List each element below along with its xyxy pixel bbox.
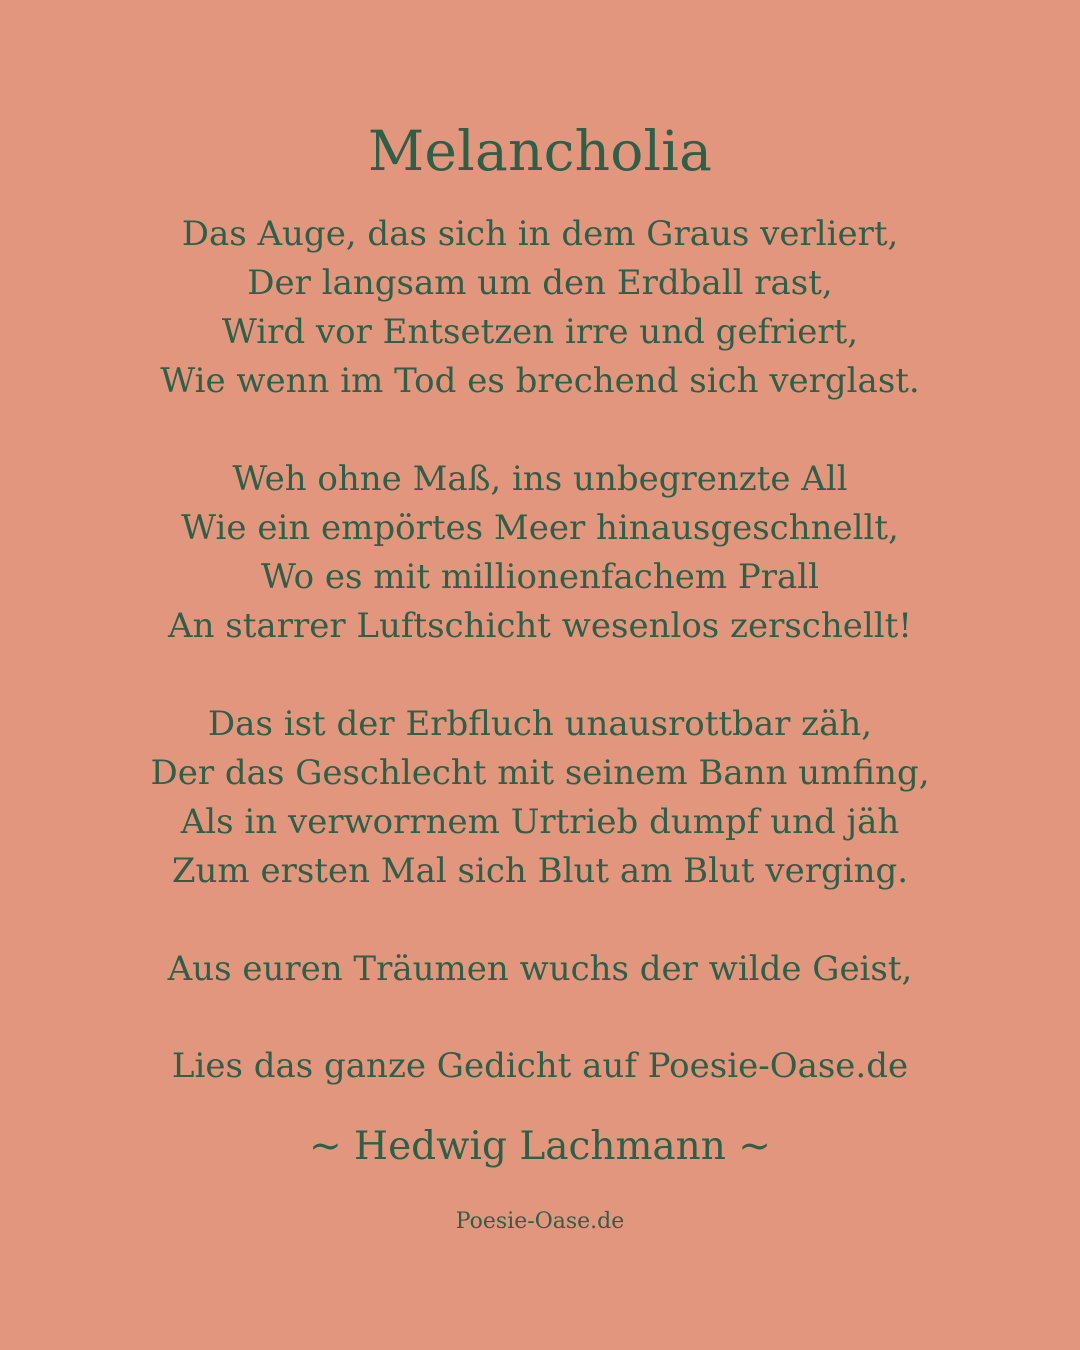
poem-line: Der langsam um den Erdball rast, <box>247 263 833 303</box>
site-name: Poesie-Oase.de <box>455 1209 625 1234</box>
poem-line: Das Auge, das sich in dem Graus verliert, <box>181 214 899 254</box>
poem-line: Das ist der Erbfluch unausrottbar zäh, <box>207 704 873 744</box>
poem-line: Aus euren Träumen wuchs der wilde Geist, <box>167 949 913 989</box>
poem-body <box>0 210 1080 994</box>
poem-line: Zum ersten Mal sich Blut am Blut verging. <box>171 851 909 891</box>
poem-line: Als in verworrnem Urtrieb dumpf und jäh <box>180 802 900 842</box>
poem-line: Wird vor Entsetzen irre und gefriert, <box>221 312 859 352</box>
poem-line: Wo es mit millionenfachem Prall <box>260 557 820 597</box>
poem-line: Der das Geschlecht mit seinem Bann umfing, <box>150 753 930 793</box>
stanza <box>0 945 1080 994</box>
stanza <box>0 210 1080 406</box>
poem-title: Melancholia <box>367 119 713 183</box>
author-name: ~ Hedwig Lachmann ~ <box>308 1124 771 1169</box>
poem-line: Wie ein empörtes Meer hinausgeschnellt, <box>181 508 899 548</box>
poem-line: Wie wenn im Tod es brechend sich verglast. <box>160 361 920 401</box>
poem-line: Weh ohne Maß, ins unbegrenzte All <box>232 459 848 499</box>
poem-line: An starrer Luftschicht wesenlos zerschellt! <box>168 606 912 646</box>
stanza <box>0 700 1080 896</box>
stanza <box>0 455 1080 651</box>
read-more-text: Lies das ganze Gedicht auf Poesie-Oase.de <box>171 1046 909 1086</box>
